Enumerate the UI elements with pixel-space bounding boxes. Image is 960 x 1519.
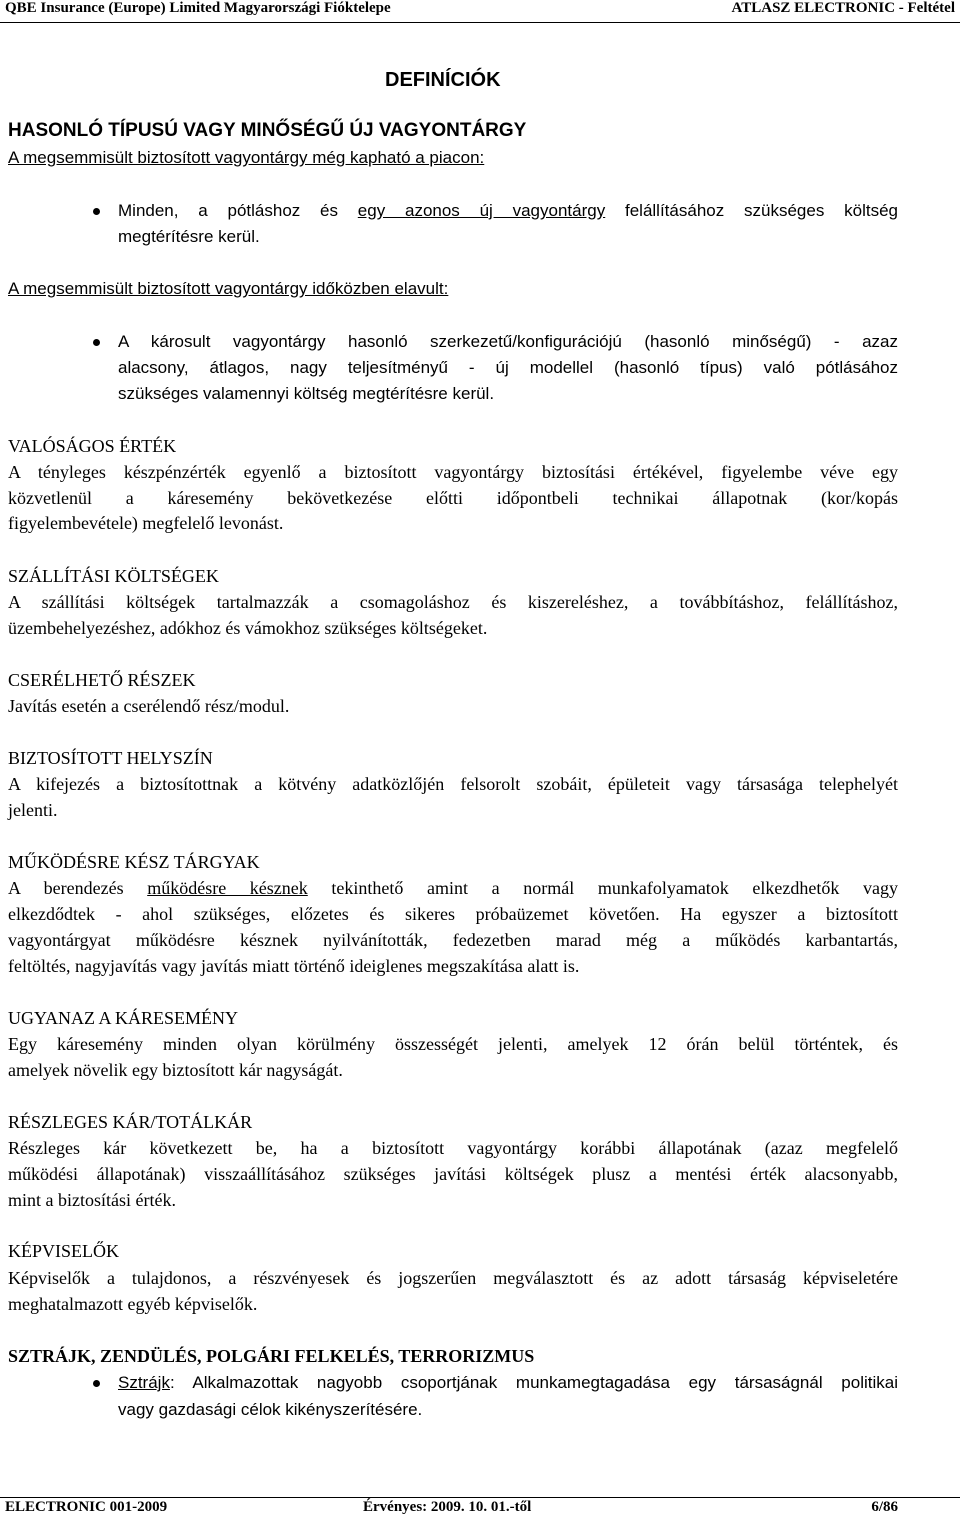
section-heading-szallitasi: SZÁLLÍTÁSI KÖLTSÉGEK xyxy=(8,566,219,586)
bullet-marker xyxy=(93,208,100,215)
bullet-sztrajk-line: vagy gazdasági célok kikényszerítésére. xyxy=(118,1400,423,1419)
section-heading-hasonlo: HASONLÓ TÍPUSÚ VAGY MINŐSÉGŰ ÚJ VAGYONTÁRGY xyxy=(8,120,527,141)
paragraph-line: A szállítási költségek tartalmazzák a csomagoláshoz és kiszereléshez, a továbbításhoz, felállításhoz, xyxy=(8,592,898,612)
section-heading-helyszin: BIZTOSÍTOTT HELYSZÍN xyxy=(8,748,213,768)
paragraph-line: figyelembevétele) megfelelő levonást. xyxy=(8,513,284,533)
footer-rule xyxy=(0,1497,960,1498)
paragraph-line: Képviselők a tulajdonos, a részvényesek és jogszerűen megválasztott és az adott társaság képviseletére xyxy=(8,1268,898,1288)
footer-valid-from: Érvényes: 2009. 10. 01.-től xyxy=(363,1499,532,1515)
paragraph-line: üzembehelyezéshez, adókhoz és vámokhoz szükséges költségeket. xyxy=(8,618,488,638)
paragraph-line: mint a biztosítási érték. xyxy=(8,1190,176,1210)
bullet2-line: alacsony, átlagos, nagy teljesítményű - új modellel (hasonló típus) való pótlásához xyxy=(118,358,898,377)
bullet-sztrajk-text: : Alkalmazottak nagyobb csoportjának munkamegtagadása egy társaságnál politikai xyxy=(169,1373,898,1392)
section-heading-kepviselok: KÉPVISELŐK xyxy=(8,1241,119,1261)
bullet-sztrajk-line xyxy=(118,1370,898,1396)
header-rule xyxy=(0,22,960,23)
bullet2-line: A károsult vagyontárgy hasonló szerkezetű/konfigurációjú (hasonló minőségű) - azaz xyxy=(118,332,898,351)
header-company: QBE Insurance (Europe) Limited Magyarországi Fióktelepe xyxy=(5,0,391,16)
section-heading-valosagos: VALÓSÁGOS ÉRTÉK xyxy=(8,436,177,456)
paragraph-line: Javítás esetén a cserélendő rész/modul. xyxy=(8,696,290,716)
header-product: ATLASZ ELECTRONIC - Feltétel xyxy=(731,0,955,16)
bullet1-line xyxy=(118,198,898,224)
bullet1-line: megtérítésre kerül. xyxy=(118,227,260,246)
paragraph-line: A kifejezés a biztosítottnak a kötvény adatközlőjén felsorolt szobáit, épületeit vagy társasága telephelyét xyxy=(8,774,898,794)
paragraph-line: A tényleges készpénzérték egyenlő a biztosított vagyontárgy biztosítási értékével, figyelembe véve egy xyxy=(8,462,898,482)
bullet1-text-post: felállításához szükséges költség xyxy=(625,201,898,220)
bullet-marker xyxy=(93,1380,100,1387)
case-available-label xyxy=(8,145,898,171)
paragraph-line: Részleges kár következett be, ha a biztosított vagyontárgy korábbi állapotának (azaz megfelelő xyxy=(8,1138,898,1158)
page-title: DEFINÍCIÓK xyxy=(385,69,501,91)
section-heading-cserelheto: CSERÉLHETŐ RÉSZEK xyxy=(8,670,196,690)
paragraph-line: meghatalmazott egyéb képviselők. xyxy=(8,1294,258,1314)
paragraph-line: közvetlenül a káresemény bekövetkezése előtti időpontbeli technikai állapotnak (kor/kopás xyxy=(8,488,898,508)
case-obsolete-text: A megsemmisült biztosított vagyontárgy időközben elavult: xyxy=(8,279,449,298)
paragraph-line: jelenti. xyxy=(8,800,58,820)
case-obsolete-label xyxy=(8,276,898,302)
paragraph-text-post: tekinthető amint a normál munkafolyamatok elkezdhetők vagy xyxy=(331,878,899,898)
paragraph-line xyxy=(8,875,898,901)
paragraph-line: működési állapotának) visszaállításához szükséges javítási költségek plusz a mentési érték alacsonyabb, xyxy=(8,1164,898,1184)
paragraph-line: elkezdődtek - ahol szükséges, előzetes és sikeres próbaüzemet követően. Ha egyszer a biztosított xyxy=(8,904,898,924)
section-heading-sztrajk: SZTRÁJK, ZENDÜLÉS, POLGÁRI FELKELÉS, TERRORIZMUS xyxy=(8,1346,535,1366)
footer-page-number: 6/86 xyxy=(871,1499,898,1515)
term-sztrajk: Sztrájk xyxy=(118,1373,170,1392)
paragraph-line: amelyek növelik egy biztosított kár nagyságát. xyxy=(8,1060,343,1080)
bullet2-line: szükséges valamennyi költség megtérítésre kerül. xyxy=(118,384,495,403)
paragraph-line: Egy káresemény minden olyan körülmény összességét jelenti, amelyek 12 órán belül történtek, és xyxy=(8,1034,898,1054)
case-available-text: A megsemmisült biztosított vagyontárgy még kapható a piacon: xyxy=(8,148,485,167)
bullet1-text-underlined: egy azonos új vagyontárgy xyxy=(357,201,606,220)
section-heading-ugyanaz: UGYANAZ A KÁRESEMÉNY xyxy=(8,1008,239,1028)
section-heading-mukodesre: MŰKÖDÉSRE KÉSZ TÁRGYAK xyxy=(8,852,260,872)
footer-doc-id: ELECTRONIC 001-2009 xyxy=(5,1499,168,1515)
paragraph-line: feltöltés, nagyjavítás vagy javítás miatt történő ideiglenes megszakítása alatt is. xyxy=(8,956,580,976)
paragraph-line: vagyontárgyat működésre késznek nyilvánították, fedezetben marad még a működés karbantartás, xyxy=(8,930,898,950)
paragraph-text-underlined: működésre késznek xyxy=(147,878,308,898)
section-heading-reszleges: RÉSZLEGES KÁR/TOTÁLKÁR xyxy=(8,1112,253,1132)
paragraph-text-pre: A berendezés xyxy=(8,878,124,898)
bullet1-text-pre: Minden, a pótláshoz és xyxy=(118,201,339,220)
bullet-marker xyxy=(93,339,100,346)
